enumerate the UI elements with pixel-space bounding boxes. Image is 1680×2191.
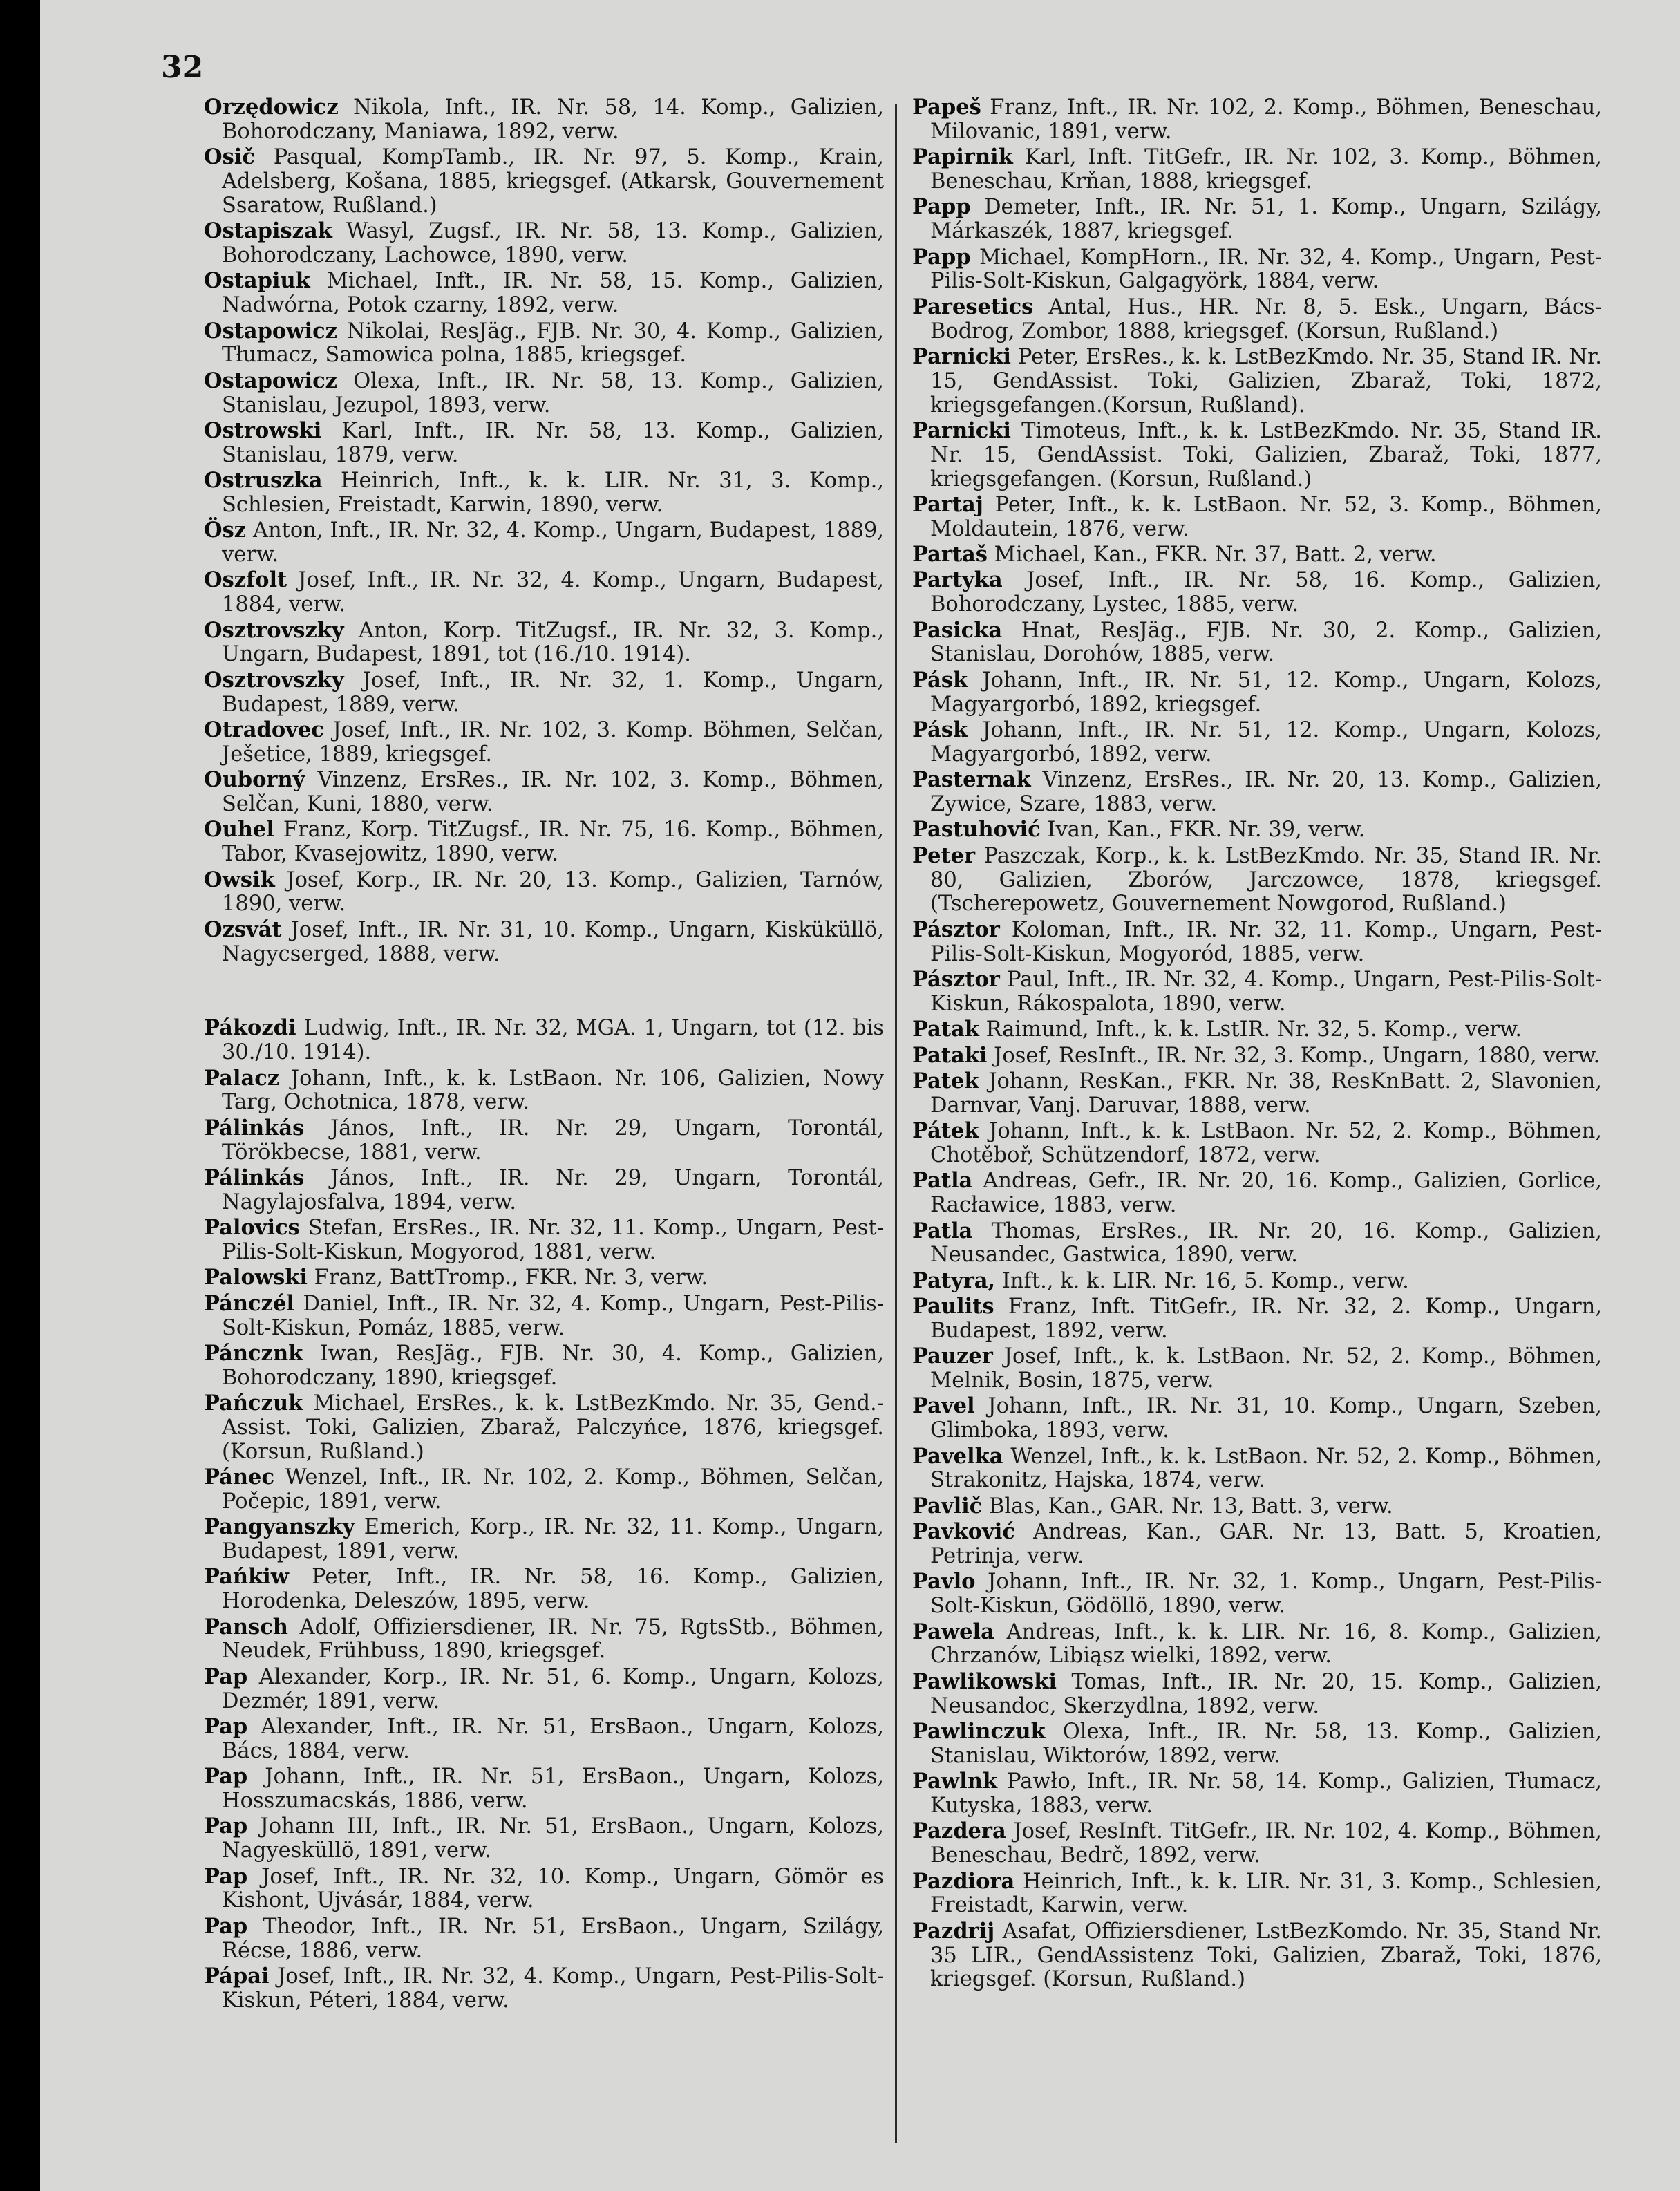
entry-surname: Pátek [912, 1118, 979, 1144]
entry-surname: Ostruszka [204, 468, 323, 493]
entry-surname: Pavković [912, 1519, 1015, 1545]
list-entry [912, 844, 1602, 916]
list-entry [912, 1620, 1602, 1669]
entry-details: Andreas, Gefr., IR. Nr. 20, 16. Komp., Galizien, Gorlice, Racławice, 1883, verw. [930, 1169, 1602, 1218]
entry-details: Franz, Inft. TitGefr., IR. Nr. 32, 2. Komp., Ungarn, Budapest, 1892, verw. [930, 1295, 1602, 1343]
entry-surname: Partyka [912, 567, 1003, 593]
entry-surname: Pazdrij [912, 1918, 995, 1944]
entry-details: Michael, Inft., IR. Nr. 58, 15. Komp., Galizien, Nadwórna, Potok czarny, 1892, verw. [222, 269, 884, 318]
entry-details: Iwan, ResJäg., FJB. Nr. 30, 4. Komp., Galizien, Bohorodczany, 1890, kriegsgef. [222, 1341, 884, 1390]
entry-surname: Papirnik [912, 144, 1013, 170]
entry-surname: Pásztor [912, 966, 1000, 992]
list-entry [912, 1570, 1602, 1619]
list-entry [912, 1119, 1602, 1168]
list-entry [204, 1216, 884, 1265]
list-entry [912, 968, 1602, 1017]
entry-surname: Osič [204, 144, 255, 170]
entry-surname: Pap [204, 1764, 248, 1789]
entry-details: Tomas, Inft., IR. Nr. 20, 15. Komp., Galizien, Neusandoc, Skerzydlna, 1892, verw. [930, 1669, 1602, 1718]
entry-details: Anton, Korp. TitZugsf., IR. Nr. 32, 3. Komp., Ungarn, Budapest, 1891, tot (16./10. 1914). [222, 618, 884, 667]
list-entry [204, 1292, 884, 1341]
list-entry [912, 345, 1602, 417]
entry-surname: Papp [912, 244, 971, 270]
entry-details: Franz, Korp. TitZugsf., IR. Nr. 75, 16. Komp., Böhmen, Tabor, Kvasejowitz, 1890, verw. [222, 818, 884, 867]
entry-surname: Pavlič [912, 1493, 983, 1518]
entry-details: Pasqual, KompTamb., IR. Nr. 97, 5. Komp., Krain, Adelsberg, Košana, 1885, kriegsgef. (Atkarsk, Gouvernement Ssaratow, Rußland.) [222, 145, 884, 218]
entry-surname: Partaj [912, 491, 983, 517]
entry-details: Josef, Inft., IR. Nr. 32, 4. Komp., Ungarn, Pest-Pilis-Solt-Kiskun, Péteri, 1884, verw. [222, 1964, 884, 2013]
list-entry [912, 918, 1602, 967]
entry-surname: Pansch [204, 1614, 288, 1639]
list-entry [204, 319, 884, 368]
entry-details: János, Inft., IR. Nr. 29, Ungarn, Torontál, Törökbecse, 1881, verw. [222, 1116, 884, 1165]
entry-details: Thomas, ErsRes., IR. Nr. 20, 16. Komp., Galizien, Neusandec, Gastwica, 1890, verw. [930, 1219, 1602, 1268]
entry-details: Heinrich, Inft., k. k. LIR. Nr. 31, 3. Komp., Schlesien, Freistadt, Karwin, verw. [930, 1869, 1602, 1918]
entry-details: Johann, Inft., IR. Nr. 51, ErsBaon., Ungarn, Kolozs, Hosszumacskás, 1886, verw. [222, 1765, 884, 1813]
entry-details: Franz, BattTromp., FKR. Nr. 3, verw. [307, 1266, 708, 1290]
entry-details: Andreas, Kan., GAR. Nr. 13, Batt. 5, Kroatien, Petrinja, verw. [930, 1520, 1602, 1569]
entry-surname: Pákozdi [204, 1015, 296, 1041]
list-entry [912, 718, 1602, 767]
entry-surname: Pápai [204, 1963, 270, 1988]
list-entry [912, 619, 1602, 668]
entry-surname: Patyra, [912, 1268, 996, 1293]
list-entry [204, 1565, 884, 1614]
entry-surname: Pawela [912, 1619, 994, 1644]
list-entry [912, 668, 1602, 717]
entry-surname: Pańkiw [204, 1564, 290, 1590]
list-entry [204, 1515, 884, 1564]
entry-surname: Patla [912, 1218, 973, 1243]
list-entry [204, 568, 884, 617]
list-entry [912, 543, 1602, 567]
entry-details: Hnat, ResJäg., FJB. Nr. 30, 2. Komp., Galizien, Stanislau, Dorohów, 1885, verw. [930, 618, 1602, 667]
list-entry [912, 1769, 1602, 1818]
entry-details: János, Inft., IR. Nr. 29, Ungarn, Torontál, Nagylajosfalva, 1894, verw. [222, 1165, 884, 1214]
entry-surname: Paulits [912, 1294, 994, 1319]
entry-surname: Pap [204, 1913, 248, 1939]
entry-details: Asafat, Offiziersdiener, LstBezKomdo. Nr. 35, Stand Nr. 35 LIR., GendAssistenz Toki, Galizien, Zbaraž, Toki, 1876, kriegsgef. (Korsun, Rußland.) [930, 1919, 1602, 1992]
entry-surname: Ösz [204, 518, 247, 543]
entry-details: Josef, Inft., IR. Nr. 32, 1. Komp., Ungarn, Budapest, 1889, verw. [222, 668, 884, 717]
list-entry [204, 1915, 884, 1964]
entry-details: Johann, Inft., IR. Nr. 31, 10. Komp., Ungarn, Szeben, Glimboka, 1893, verw. [930, 1394, 1602, 1443]
entry-details: Karl, Inft. TitGefr., IR. Nr. 102, 3. Komp., Böhmen, Beneschau, Krňan, 1888, kriegsgef. [930, 145, 1602, 194]
entry-details: Pawło, Inft., IR. Nr. 58, 14. Komp., Galizien, Tłumacz, Kutyska, 1883, verw. [930, 1769, 1602, 1818]
list-entry [912, 295, 1602, 344]
list-entry [204, 619, 884, 668]
list-entry [204, 95, 884, 144]
list-entry [204, 1066, 884, 1116]
entry-surname: Pataki [912, 1042, 988, 1068]
entry-surname: Pap [204, 1714, 248, 1740]
entry-details: Josef, Inft., IR. Nr. 32, 10. Komp., Ungarn, Gömör es Kishont, Ujvásár, 1884, verw. [222, 1864, 884, 1913]
entry-details: Josef, Inft., k. k. LstBaon. Nr. 52, 2. Komp., Böhmen, Melnik, Bosin, 1875, verw. [930, 1344, 1602, 1393]
entry-surname: Owsik [204, 867, 275, 892]
entry-details: Michael, KompHorn., IR. Nr. 32, 4. Komp., Ungarn, Pest-Pilis-Solt-Kiskun, Galgagyörk, 1884, verw. [930, 245, 1602, 294]
list-entry [204, 518, 884, 567]
entry-surname: Pawlinczuk [912, 1718, 1046, 1744]
entry-details: Stefan, ErsRes., IR. Nr. 32, 11. Komp., Ungarn, Pest-Pilis-Solt-Kiskun, Mogyorod, 1881, verw. [222, 1216, 884, 1264]
list-entry [204, 369, 884, 418]
entry-details: Olexa, Inft., IR. Nr. 58, 13. Komp., Galizien, Stanislau, Wiktorów, 1892, verw. [930, 1719, 1602, 1768]
list-entry [912, 1344, 1602, 1393]
entry-details: Johann III, Inft., IR. Nr. 51, ErsBaon., Ungarn, Kolozs, Nagyesküllö, 1891, verw. [222, 1814, 884, 1863]
entry-details: Peter, ErsRes., k. k. LstBezKmdo. Nr. 35, Stand IR. Nr. 15, GendAssist. Toki, Galizien, Zbaraž, Toki, 1872, kriegsgefangen.(Korsun, Rußland). [930, 344, 1602, 417]
list-entry [204, 668, 884, 717]
entry-surname: Otradovec [204, 717, 324, 743]
list-entry [912, 195, 1602, 244]
entry-details: Josef, ResInft. TitGefr., IR. Nr. 102, 4. Komp., Böhmen, Beneschau, Bedrč, 1892, verw. [930, 1819, 1602, 1868]
entry-details: Wenzel, Inft., IR. Nr. 102, 2. Komp., Böhmen, Selčan, Počepic, 1891, verw. [222, 1465, 884, 1514]
entry-details: Josef, Inft., IR. Nr. 32, 4. Komp., Ungarn, Budapest, 1884, verw. [222, 568, 884, 617]
list-entry [204, 219, 884, 268]
entry-details: Raimund, Inft., k. k. LstIR. Nr. 32, 5. Komp., verw. [979, 1017, 1522, 1042]
entry-surname: Pangyanszky [204, 1514, 355, 1540]
entry-surname: Parnicki [912, 417, 1011, 443]
list-entry [912, 1269, 1602, 1294]
entry-surname: Pańczuk [204, 1391, 303, 1416]
entry-details: Theodor, Inft., IR. Nr. 51, ErsBaon., Ungarn, Szilágy, Récse, 1886, verw. [222, 1914, 884, 1963]
entry-details: Alexander, Inft., IR. Nr. 51, ErsBaon., Ungarn, Kolozs, Bács, 1884, verw. [222, 1715, 884, 1763]
list-entry [204, 145, 884, 218]
entry-details: Josef, Korp., IR. Nr. 20, 13. Komp., Galizien, Tarnów, 1890, verw. [222, 867, 884, 916]
entry-surname: Ouhel [204, 817, 274, 843]
list-entry [204, 1342, 884, 1391]
entry-details: Heinrich, Inft., k. k. LIR. Nr. 31, 3. Komp., Schlesien, Freistadt, Karwin, 1890, verw. [222, 469, 884, 517]
entry-surname: Patla [912, 1168, 973, 1194]
entry-details: Johann, Inft., IR. Nr. 51, 12. Komp., Ungarn, Kolozs, Magyargorbó, 1892, verw. [930, 718, 1602, 767]
entry-details: Nikolai, ResJäg., FJB. Nr. 30, 4. Komp., Galizien, Tłumacz, Samowica polna, 1885, kriegsgef. [222, 319, 884, 368]
entry-surname: Ostapiuk [204, 268, 310, 294]
entry-surname: Pavel [912, 1393, 975, 1419]
entry-surname: Partaš [912, 542, 988, 567]
entry-surname: Pasternak [912, 767, 1031, 793]
list-entry [912, 1169, 1602, 1218]
entry-surname: Orzędowicz [204, 95, 339, 120]
list-entry [204, 469, 884, 518]
entry-surname: Ostrowski [204, 417, 322, 443]
list-entry [912, 1219, 1602, 1268]
entry-details: Vinzenz, ErsRes., IR. Nr. 102, 3. Komp., Böhmen, Selčan, Kuni, 1880, verw. [222, 768, 884, 817]
entry-details: Inft., k. k. LIR. Nr. 16, 5. Komp., verw. [995, 1268, 1409, 1293]
list-entry [204, 269, 884, 318]
list-entry [912, 493, 1602, 542]
entry-details: Wenzel, Inft., k. k. LstBaon. Nr. 52, 2. Komp., Böhmen, Strakonitz, Hajska, 1874, verw. [930, 1444, 1602, 1493]
entry-surname: Pálinkás [204, 1115, 305, 1140]
entry-details: Paszczak, Korp., k. k. LstBezKmdo. Nr. 35, Stand IR. Nr. 80, Galizien, Zborów, Jarczowce, 1878, kriegsgef. (Tscherepowetz, Gouvernement Nowgorod, Rußland.) [930, 843, 1602, 916]
entry-details: Johann, Inft., k. k. LstBaon. Nr. 106, Galizien, Nowy Targ, Ochotnica, 1878, verw. [222, 1066, 884, 1115]
entry-details: Anton, Inft., IR. Nr. 32, 4. Komp., Ungarn, Budapest, 1889, verw. [222, 518, 884, 567]
list-entry [912, 768, 1602, 817]
list-entry [204, 1391, 884, 1464]
entry-details: Johann, ResKan., FKR. Nr. 38, ResKnBatt. 2, Slavonien, Darnvar, Vanj. Daruvar, 1888, verw. [930, 1069, 1602, 1118]
list-entry [912, 1520, 1602, 1569]
entry-details: Demeter, Inft., IR. Nr. 51, 1. Komp., Ungarn, Szilágy, Márkaszék, 1887, kriegsgef. [930, 195, 1602, 244]
entry-surname: Pásk [912, 667, 968, 693]
entry-details: Michael, ErsRes., k. k. LstBezKmdo. Nr. 35, Gend.-Assist. Toki, Galizien, Zbaraž, Palczyńce, 1876, kriegsgef. (Korsun, Rußland.) [222, 1391, 884, 1464]
column-divider [895, 104, 897, 2143]
entry-surname: Oszfolt [204, 567, 287, 593]
entry-surname: Pánec [204, 1465, 275, 1490]
list-entry [912, 245, 1602, 294]
entry-surname: Papp [912, 194, 971, 220]
list-entry [204, 1016, 884, 1065]
entry-surname: Palovics [204, 1215, 300, 1241]
entry-details: Karl, Inft., IR. Nr. 58, 13. Komp., Galizien, Stanislau, 1879, verw. [222, 418, 884, 467]
list-entry [204, 768, 884, 817]
entry-surname: Pauzer [912, 1344, 993, 1369]
list-entry [912, 568, 1602, 617]
entry-surname: Páncznk [204, 1340, 303, 1366]
entry-details: Olexa, Inft., IR. Nr. 58, 13. Komp., Galizien, Stanislau, Jezupol, 1893, verw. [222, 368, 884, 417]
list-entry [204, 419, 884, 468]
list-entry [204, 1715, 884, 1764]
list-entry [204, 1865, 884, 1914]
entry-surname: Pásztor [912, 916, 1000, 942]
list-entry [912, 419, 1602, 491]
list-entry [204, 1116, 884, 1165]
entry-details: Michael, Kan., FKR. Nr. 37, Batt. 2, verw. [987, 543, 1437, 567]
entry-surname: Ostapowicz [204, 368, 337, 393]
entry-surname: Palacz [204, 1065, 280, 1091]
entry-details: Ludwig, Inft., IR. Nr. 32, MGA. 1, Ungarn, tot (12. bis 30./10. 1914). [222, 1016, 884, 1065]
entry-surname: Peter [912, 843, 976, 868]
list-entry [204, 868, 884, 917]
entry-surname: Pawlikowski [912, 1668, 1057, 1694]
entry-details: Peter, Inft., IR. Nr. 58, 16. Komp., Galizien, Horodenka, Deleszów, 1895, verw. [222, 1565, 884, 1614]
list-entry [912, 1445, 1602, 1494]
entry-surname: Ostapiszak [204, 218, 332, 244]
entry-surname: Pazdiora [912, 1868, 1015, 1894]
entry-surname: Palowski [204, 1265, 308, 1290]
list-entry [204, 1166, 884, 1215]
entry-details: Emerich, Korp., IR. Nr. 32, 11. Komp., Ungarn, Budapest, 1891, verw. [222, 1515, 884, 1564]
entry-details: Andreas, Inft., k. k. LIR. Nr. 16, 8. Komp., Galizien, Chrzanów, Libiąsz wielki, 1892, verw. [930, 1619, 1602, 1668]
entry-details: Ivan, Kan., FKR. Nr. 39, verw. [1040, 818, 1366, 843]
list-entry [912, 1044, 1602, 1069]
entry-details: Josef, Inft., IR. Nr. 31, 10. Komp., Ungarn, Kisküküllö, Nagycserged, 1888, verw. [222, 917, 884, 966]
entry-surname: Pavlo [912, 1569, 976, 1595]
entry-surname: Patak [912, 1017, 979, 1042]
entry-details: Johann, Inft., IR. Nr. 51, 12. Komp., Ungarn, Kolozs, Magyargorbó, 1892, kriegsgef. [930, 668, 1602, 717]
list-entry [912, 818, 1602, 843]
entry-surname: Pap [204, 1863, 248, 1889]
list-entry [912, 1494, 1602, 1519]
entry-surname: Ozsvát [204, 916, 282, 942]
list-entry [204, 818, 884, 867]
list-entry [204, 1266, 884, 1290]
left-column [204, 95, 884, 2014]
entry-details: Johann, Inft., IR. Nr. 32, 1. Komp., Ungarn, Pest-Pilis-Solt-Kiskun, Gödöllö, 1890, verw. [930, 1570, 1602, 1619]
entry-details: Nikola, Inft., IR. Nr. 58, 14. Komp., Galizien, Bohorodczany, Maniawa, 1892, verw. [222, 95, 884, 144]
list-entry [912, 1870, 1602, 1919]
entry-details: Vinzenz, ErsRes., IR. Nr. 20, 13. Komp., Galizien, Zywice, Szare, 1883, verw. [930, 768, 1602, 817]
entry-details: Josef, ResInft., IR. Nr. 32, 3. Komp., Ungarn, 1880, verw. [987, 1043, 1601, 1068]
list-entry [204, 1665, 884, 1714]
entry-surname: Pásk [912, 717, 968, 743]
entry-surname: Osztrovszky [204, 617, 344, 643]
list-entry [912, 1819, 1602, 1868]
list-entry [204, 1465, 884, 1514]
entry-details: Adolf, Offiziersdiener, IR. Nr. 75, RgtsStb., Böhmen, Neudek, Frühbuss, 1890, kriegsgef. [222, 1615, 884, 1664]
list-entry [204, 1765, 884, 1814]
entry-surname: Pazdera [912, 1818, 1006, 1844]
entry-surname: Papeš [912, 95, 981, 120]
entry-details: Josef, Inft., IR. Nr. 102, 3. Komp. Böhmen, Selčan, Ješetice, 1889, kriegsgef. [222, 718, 884, 767]
list-entry [912, 1670, 1602, 1719]
entry-surname: Pawlnk [912, 1769, 998, 1794]
entry-details: Timoteus, Inft., k. k. LstBezKmdo. Nr. 35, Stand IR. Nr. 15, GendAssist. Toki, Galizien, Zbaraž, Toki, 1877, kriegsgefangen. (Korsun, Rußland.) [930, 418, 1602, 491]
list-entry [912, 1919, 1602, 1992]
entry-details: Wasyl, Zugsf., IR. Nr. 58, 13. Komp., Galizien, Bohorodczany, Lachowce, 1890, verw. [222, 219, 884, 267]
list-entry [204, 1615, 884, 1664]
entry-surname: Paresetics [912, 294, 1034, 319]
entry-surname: Parnicki [912, 344, 1011, 369]
list-entry [912, 1295, 1602, 1344]
list-entry [204, 1814, 884, 1863]
entry-details: Blas, Kan., GAR. Nr. 13, Batt. 3, verw. [982, 1494, 1393, 1518]
entry-details: Franz, Inft., IR. Nr. 102, 2. Komp., Böhmen, Beneschau, Milovanic, 1891, verw. [930, 95, 1602, 144]
list-entry [912, 1017, 1602, 1042]
entry-details: Paul, Inft., IR. Nr. 32, 4. Komp., Ungarn, Pest-Pilis-Solt-Kiskun, Rákospalota, 1890, verw. [930, 967, 1602, 1016]
list-entry [204, 1964, 884, 2013]
entry-details: Daniel, Inft., IR. Nr. 32, 4. Komp., Ungarn, Pest-Pilis-Solt-Kiskun, Pomáz, 1885, verw. [222, 1291, 884, 1340]
entry-surname: Osztrovszky [204, 667, 344, 693]
entry-details: Koloman, Inft., IR. Nr. 32, 11. Komp., Ungarn, Pest-Pilis-Solt-Kiskun, Mogyoród, 1885, verw. [930, 917, 1602, 966]
list-entry [912, 145, 1602, 194]
entry-details: Alexander, Korp., IR. Nr. 51, 6. Komp., Ungarn, Kolozs, Dezmér, 1891, verw. [222, 1664, 884, 1713]
entry-surname: Ostapowicz [204, 318, 337, 344]
entry-surname: Pálinkás [204, 1165, 305, 1190]
list-entry [912, 1720, 1602, 1769]
entry-surname: Pap [204, 1664, 248, 1689]
entry-surname: Pasicka [912, 617, 1003, 643]
entry-details: Johann, Inft., k. k. LstBaon. Nr. 52, 2. Komp., Böhmen, Chotěboř, Schützendorf, 1872, verw. [930, 1119, 1602, 1167]
list-entry [204, 918, 884, 967]
list-entry [912, 95, 1602, 144]
entry-surname: Pánczél [204, 1290, 294, 1316]
list-entry [912, 1069, 1602, 1118]
entry-surname: Patek [912, 1068, 979, 1093]
entry-details: Peter, Inft., k. k. LstBaon. Nr. 52, 3. Komp., Böhmen, Moldautein, 1876, verw. [930, 492, 1602, 541]
entry-details: Josef, Inft., IR. Nr. 58, 16. Komp., Galizien, Bohorodczany, Lystec, 1885, verw. [930, 568, 1602, 617]
entry-surname: Pavelka [912, 1443, 1003, 1469]
list-entry [912, 1394, 1602, 1443]
right-column [912, 95, 1602, 1993]
document-page [40, 0, 1680, 2191]
entry-details: Antal, Hus., HR. Nr. 8, 5. Esk., Ungarn, Bács-Bodrog, Zombor, 1888, kriegsgef. (Korsun, Rußland.) [930, 294, 1602, 344]
entry-surname: Ouborný [204, 767, 305, 793]
entry-surname: Pastuhović [912, 817, 1041, 843]
page-number: 32 [161, 50, 204, 85]
entry-surname: Pap [204, 1814, 248, 1839]
list-entry [204, 718, 884, 767]
